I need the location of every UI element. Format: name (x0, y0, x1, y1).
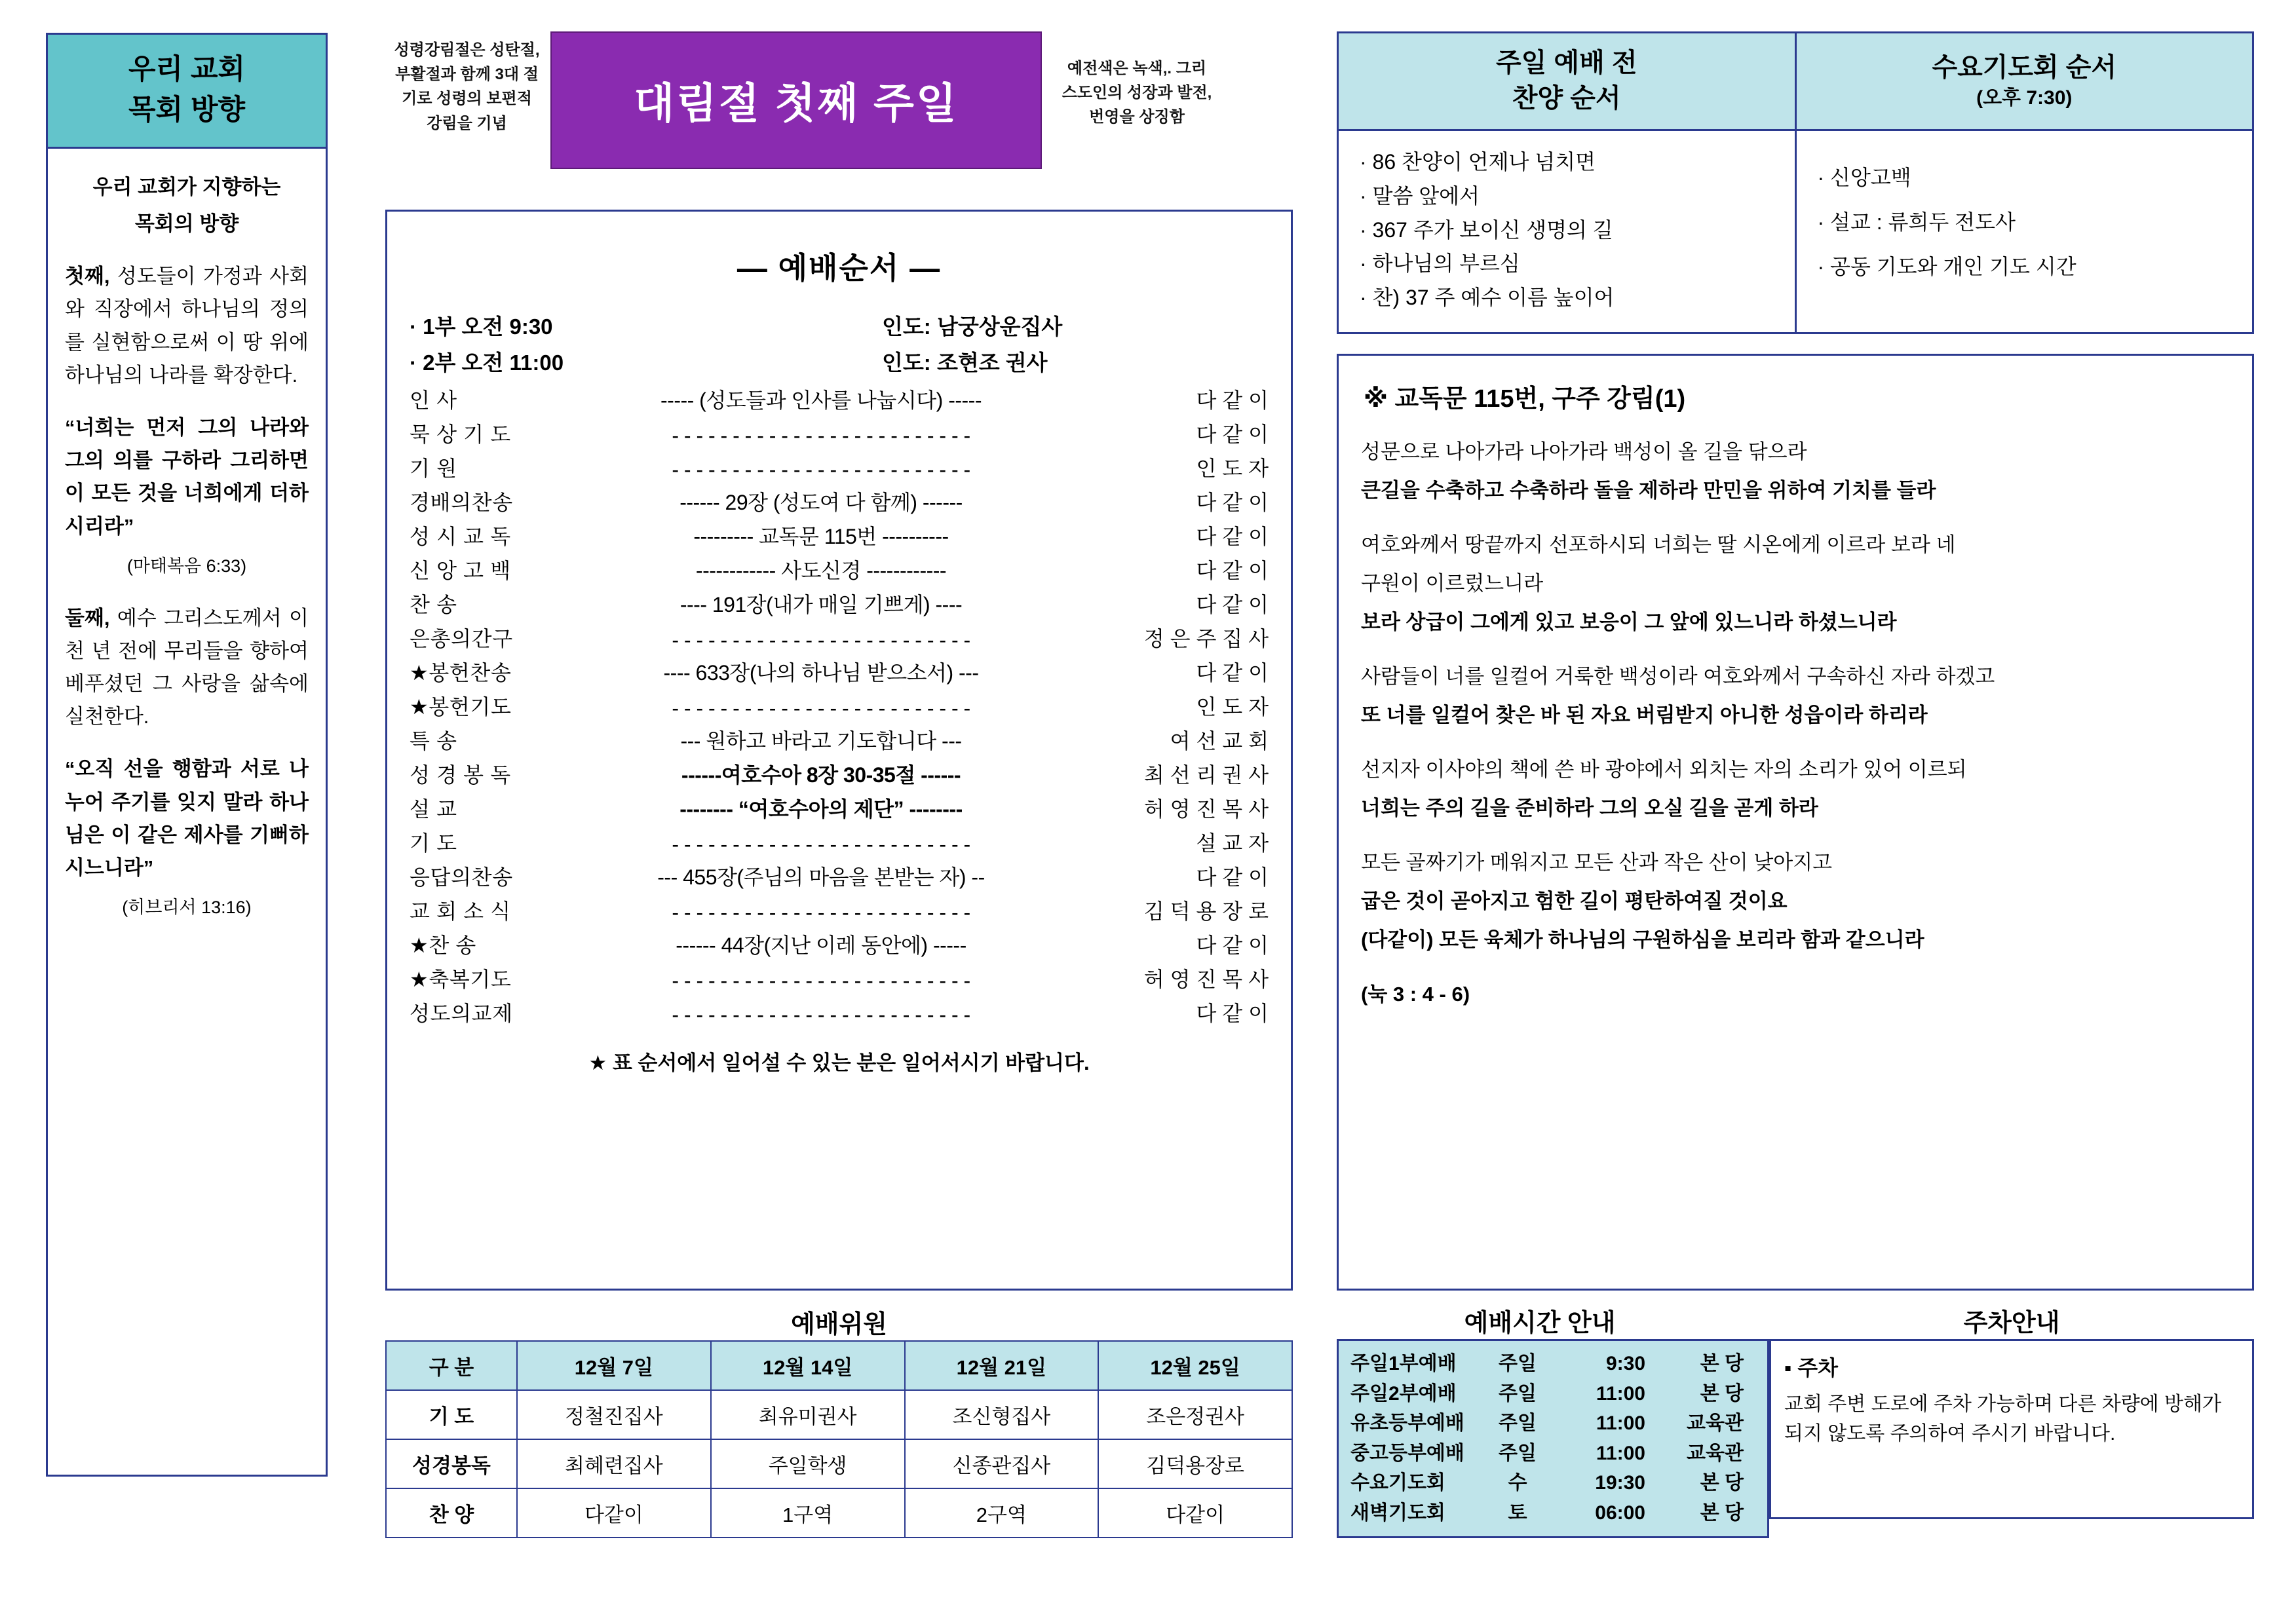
order-row-detail: ----- (성도들과 인사를 나눕시다) ----- (660, 388, 982, 412)
order-row-person: 최 선 리 권 사 (1143, 763, 1269, 787)
order-row (410, 995, 1269, 1029)
order-row-person: 다 같 이 (1196, 934, 1269, 957)
order-row-detail: ------------ 사도신경 ------------ (695, 559, 947, 582)
service-2-time: · 2부 오전 11:00 (410, 350, 564, 375)
pastoral-quote-2: “오직 선을 행함과 서로 나누어 주기를 잊지 말라 하나님은 이 같은 제사를 기뻐하시느니라” (65, 757, 309, 880)
order-row-person: 김 덕 용 장 로 (1143, 899, 1269, 923)
committee-header-cell: 12월 21일 (905, 1341, 1099, 1390)
parking-label: ▪ 주차 (1784, 1356, 1839, 1380)
committee-cell: 주일학생 (711, 1439, 905, 1488)
committee-cell: 1구역 (711, 1488, 905, 1538)
order-row-detail: - - - - - - - - - - - - - - - - - - - - - - - - - (672, 458, 970, 482)
committee-header-cell: 구 분 (386, 1341, 517, 1390)
order-row-person: 다 같 이 (1196, 491, 1269, 514)
order-row (410, 723, 1269, 757)
pastoral-quote-1-ref: (마태복음 6:33) (126, 556, 247, 576)
order-row-detail: - - - - - - - - - - - - - - - - - - - - - - - - - (672, 628, 970, 652)
service-time-row (1350, 1439, 1758, 1469)
order-row-detail: --- 455장(주님의 마음을 본받는 자) -- (657, 865, 985, 889)
committee-header-cell: 12월 7일 (517, 1341, 711, 1390)
pastoral-quote-1: “너희는 먼저 그의 나라와 그의 의를 구하라 그리하면 이 모든 것을 너희에게 더하시리라” (65, 416, 309, 538)
praise-item: · 86 찬양이 언제나 넘치면 (1360, 150, 1596, 174)
worship-committee-table (385, 1340, 1293, 1538)
order-row-name: 묵 상 기 도 (410, 423, 511, 446)
order-row-name: 교 회 소 식 (410, 899, 511, 923)
order-row (410, 484, 1269, 518)
order-row-detail: --------- 교독문 115번 ---------- (693, 525, 949, 548)
pastoral-point-2-label: 둘째, (65, 606, 110, 630)
responsive-reading-line: 성문으로 나아가라 나아가라 백성이 올 길을 닦으라 (1361, 440, 1807, 463)
service-time-name: 새벽기도회 (1350, 1501, 1445, 1524)
season-note-left: 성령강림절은 성탄절, 부활절과 함께 3대 절기로 성령의 보편적 강림을 기념 (394, 41, 540, 132)
order-row (410, 518, 1269, 552)
wednesday-prayer-subtitle: (오후 7:30) (1976, 86, 2073, 109)
order-row-name: 은총의간구 (410, 627, 513, 651)
order-row (410, 961, 1269, 995)
pastoral-intro-line1: 우리 교회가 지향하는 (92, 175, 281, 198)
order-row-person: 다 같 이 (1196, 388, 1269, 412)
order-row-person: 여 선 교 회 (1170, 729, 1269, 753)
order-row (410, 689, 1269, 723)
order-row-detail: - - - - - - - - - - - - - - - - - - - - - - - - - (672, 901, 970, 924)
wednesday-prayer-items (1795, 130, 2253, 333)
order-row-detail: -------- “여호수아의 제단” -------- (679, 797, 963, 821)
service-time-name: 수요기도회 (1350, 1472, 1445, 1494)
order-row-person: 정 은 주 집 사 (1143, 627, 1269, 651)
order-row-detail: - - - - - - - - - - - - - - - - - - - - - - - - - (672, 696, 970, 720)
responsive-reading-line: (다같이) 모든 육체가 하나님의 구원하심을 보리라 함과 같으니라 (1361, 928, 1924, 951)
service-1-leader: 인도: 남궁상운집사 (882, 314, 1063, 339)
wednesday-prayer-title: 수요기도회 순서 (1932, 52, 2117, 82)
parking-text: 교회 주변 도로에 주차 가능하며 다른 차량에 방해가 되지 않도록 주의하여 주시기 바랍니다. (1784, 1393, 2221, 1445)
pastoral-point-1-label: 첫째, (65, 265, 110, 288)
responsive-reading-box (1337, 354, 2254, 1291)
service-time-hour: 19:30 (1595, 1472, 1645, 1494)
order-row (410, 825, 1269, 859)
praise-item: · 찬) 37 주 예수 이름 높이어 (1360, 286, 1615, 310)
order-row-name: 성 경 봉 독 (410, 763, 511, 787)
order-row-name: 인 사 (410, 388, 457, 412)
service-time-hour: 06:00 (1595, 1501, 1645, 1524)
order-row (410, 382, 1269, 416)
pastoral-direction-panel (46, 33, 328, 1477)
order-row-name: ★봉헌찬송 (410, 661, 512, 685)
service-time-name: 주일1부예배 (1350, 1353, 1457, 1374)
parking-box (1769, 1339, 2254, 1519)
order-row-name: 찬 송 (410, 593, 457, 616)
responsive-reading-line: 또 너를 일컬어 찾은 바 된 자요 버림받지 아니한 성읍이라 하리라 (1361, 703, 1928, 727)
service-time-row (1350, 1379, 1758, 1409)
order-row-person: 허 영 진 목 사 (1143, 797, 1269, 821)
committee-row-label: 기 도 (386, 1390, 517, 1439)
responsive-reading-line: 너희는 주의 길을 준비하라 그의 오실 길을 곧게 하라 (1361, 796, 1818, 820)
order-row-person: 다 같 이 (1196, 593, 1269, 616)
order-row-detail: - - - - - - - - - - - - - - - - - - - - - - - - - (672, 1003, 970, 1027)
order-row-name: ★축복기도 (410, 968, 512, 991)
praise-order-items (1338, 130, 1796, 333)
service-time-day: 주일 (1499, 1382, 1537, 1405)
table-row (386, 1439, 1292, 1488)
order-row-name: 기 원 (410, 457, 457, 480)
order-row-person: 인 도 자 (1196, 457, 1269, 480)
order-row (410, 791, 1269, 825)
praise-order-title-2: 찬양 순서 (1512, 84, 1621, 113)
order-row (410, 893, 1269, 927)
order-row (410, 859, 1269, 893)
service-time-place: 본 당 (1700, 1501, 1744, 1524)
bulletin-title: 대림절 첫째 주일 (634, 80, 959, 127)
order-row-name: 응답의찬송 (410, 865, 513, 889)
order-row-person: 다 같 이 (1196, 661, 1269, 685)
service-time-place: 교육관 (1687, 1412, 1744, 1435)
wednesday-item: · 설교 : 류희두 전도사 (1817, 210, 2016, 234)
service-time-day: 토 (1508, 1501, 1527, 1524)
pastoral-direction-header-line1: 우리 교회 (128, 54, 246, 85)
service-time-row (1350, 1408, 1758, 1439)
parking-title: 주차안내 (1963, 1310, 2060, 1337)
service-time-name: 중고등부예배 (1350, 1442, 1464, 1464)
order-row-name: 성도의교제 (410, 1002, 513, 1025)
service-times-title: 예배시간 안내 (1464, 1310, 1616, 1337)
order-row-detail: --- 원하고 바라고 기도합니다 --- (680, 729, 962, 753)
service-time-hour: 11:00 (1596, 1442, 1645, 1464)
order-row-detail: ------여호수아 8장 30-35절 ------ (681, 763, 961, 787)
committee-cell: 다같이 (517, 1488, 711, 1538)
praise-order-header (1338, 33, 1796, 130)
responsive-reading-line: 큰길을 수축하고 수축하라 돌을 제하라 만민을 위하여 기치를 들라 (1361, 478, 1936, 502)
order-row-person: 다 같 이 (1196, 865, 1269, 889)
order-row (410, 757, 1269, 791)
order-row-detail: ---- 191장(내가 매일 기쁘게) ---- (679, 593, 963, 616)
service-2-line (410, 346, 1269, 377)
committee-cell: 김덕용장로 (1098, 1439, 1292, 1488)
responsive-reading-line: 보라 상급이 그에게 있고 보응이 그 앞에 있느니라 하셨느니라 (1361, 610, 1897, 633)
service-time-day: 수 (1508, 1472, 1527, 1494)
service-time-name: 유초등부예배 (1350, 1412, 1464, 1435)
service-time-place: 본 당 (1700, 1382, 1744, 1405)
order-row-person: 허 영 진 목 사 (1143, 968, 1269, 991)
praise-and-wednesday-box (1337, 31, 2254, 334)
praise-item: · 말씀 앞에서 (1360, 183, 1480, 208)
committee-cell: 최혜련집사 (517, 1439, 711, 1488)
pastoral-direction-header (46, 33, 328, 149)
praise-item: · 367 주가 보이신 생명의 길 (1360, 217, 1613, 242)
responsive-reading-line: 선지자 이사야의 책에 쓴 바 광야에서 외치는 자의 소리가 있어 이르되 (1361, 757, 1967, 781)
order-row-person: 다 같 이 (1196, 525, 1269, 548)
praise-order-title-1: 주일 예배 전 (1496, 48, 1637, 77)
pastoral-point-1-text: 성도들이 가정과 사회와 직장에서 하나님의 정의를 실현함으로써 이 땅 위에 하나님의 나라를 확장한다. (65, 265, 309, 387)
order-row-name: 기 도 (410, 831, 457, 855)
bulletin-title-banner (550, 31, 1042, 169)
order-row-detail: - - - - - - - - - - - - - - - - - - - - - - - - - (672, 833, 970, 856)
praise-item: · 하나님의 부르심 (1360, 252, 1520, 276)
order-row (410, 654, 1269, 689)
pastoral-point-2-text: 예수 그리스도께서 이천 년 전에 무리들을 향하여 베푸셨던 그 사랑을 삶속에 실천한다. (65, 606, 309, 728)
order-of-worship-table (410, 382, 1269, 1029)
service-time-hour: 11:00 (1596, 1412, 1645, 1435)
service-time-place: 교육관 (1687, 1442, 1744, 1464)
order-row (410, 450, 1269, 484)
service-time-day: 주일 (1499, 1412, 1537, 1435)
service-time-row (1350, 1468, 1758, 1498)
order-row-name: 설 교 (410, 797, 457, 821)
order-row (410, 552, 1269, 586)
service-times-box (1337, 1339, 1769, 1538)
committee-header-cell: 12월 25일 (1098, 1341, 1292, 1390)
service-time-day: 주일 (1499, 1353, 1537, 1374)
pastoral-direction-header-line2: 목회 방향 (128, 94, 246, 126)
order-row-person: 다 같 이 (1196, 423, 1269, 446)
pastoral-point-2 (65, 602, 309, 734)
wednesday-item: · 공동 기도와 개인 기도 시간 (1817, 254, 2076, 278)
responsive-reading-line: 굽은 것이 곧아지고 험한 길이 평탄하여질 것이요 (1361, 889, 1788, 913)
service-time-name: 주일2부예배 (1350, 1382, 1457, 1405)
responsive-reading-line: 여호와께서 땅끝까지 선포하시되 너희는 딸 시온에게 이르라 보라 네 (1361, 533, 1956, 556)
committee-row-label: 성경봉독 (386, 1439, 517, 1488)
order-row-detail: - - - - - - - - - - - - - - - - - - - - - - - - - (672, 969, 970, 992)
responsive-reading-line: 사람들이 너를 일컬어 거룩한 백성이라 여호와께서 구속하신 자라 하겠고 (1361, 664, 1995, 688)
service-time-place: 본 당 (1700, 1472, 1744, 1494)
committee-cell: 조신형집사 (905, 1390, 1099, 1439)
table-row (386, 1390, 1292, 1439)
service-2-leader: 인도: 조현조 권사 (882, 350, 1048, 375)
service-time-place: 본 당 (1700, 1353, 1744, 1374)
committee-cell: 신종관집사 (905, 1439, 1099, 1488)
order-row-name: 신 앙 고 백 (410, 559, 511, 582)
service-time-hour: 11:00 (1596, 1382, 1645, 1405)
service-time-day: 주일 (1499, 1442, 1537, 1464)
order-row-name: ★찬 송 (410, 934, 476, 957)
service-1-line (410, 310, 1269, 341)
committee-cell: 조은정권사 (1098, 1390, 1292, 1439)
order-row (410, 586, 1269, 620)
order-row-name: ★봉헌기도 (410, 695, 512, 719)
order-row-person: 설 교 자 (1196, 831, 1269, 855)
order-of-worship-box (385, 210, 1293, 1291)
pastoral-point-1 (65, 260, 309, 392)
order-row-name: 경배의찬송 (410, 491, 513, 514)
order-row-person: 인 도 자 (1196, 695, 1269, 719)
committee-cell: 정철진집사 (517, 1390, 711, 1439)
worship-committee-table-wrap (385, 1340, 1293, 1538)
pastoral-intro-line2: 목회의 방향 (134, 212, 239, 235)
order-row-person: 다 같 이 (1196, 559, 1269, 582)
pastoral-quote-2-ref: (히브리서 13:16) (122, 897, 252, 918)
pastoral-direction-body (46, 149, 328, 1477)
order-row (410, 416, 1269, 450)
service-time-row (1350, 1349, 1758, 1379)
season-note-right: 예전색은 녹색,. 그리스도인의 성장과 발전, 번영을 상징함 (1062, 60, 1212, 126)
order-row (410, 927, 1269, 961)
responsive-reading-lines (1361, 436, 2230, 1011)
service-time-hour: 9:30 (1605, 1353, 1645, 1374)
order-row-person: 다 같 이 (1196, 1002, 1269, 1025)
committee-row-label: 찬 양 (386, 1488, 517, 1538)
order-row-detail: ------ 29장 (성도여 다 함께) ------ (679, 491, 963, 514)
committee-cell: 다같이 (1098, 1488, 1292, 1538)
responsive-reading-line: (눅 3 : 4 - 6) (1361, 982, 1470, 1006)
order-row-detail: ---- 633장(나의 하나님 받으소서) --- (663, 661, 979, 685)
worship-committee-title: 예배위원 (791, 1311, 887, 1338)
table-row (386, 1488, 1292, 1538)
praise-wednesday-table (1337, 31, 2254, 334)
committee-cell: 2구역 (905, 1488, 1099, 1538)
order-of-worship-title: — 예배순서 — (737, 251, 942, 285)
order-of-worship-footnote: ★ 표 순서에서 일어설 수 있는 분은 일어서시기 바랍니다. (588, 1051, 1090, 1074)
committee-cell: 최유미권사 (711, 1390, 905, 1439)
order-row-name: 특 송 (410, 729, 457, 753)
order-row-name: 성 시 교 독 (410, 525, 511, 548)
order-row (410, 620, 1269, 654)
order-row-detail: ------ 44장(지난 이레 동안에) ----- (676, 934, 966, 957)
wednesday-prayer-header (1795, 33, 2253, 130)
responsive-reading-line: 구원이 이르렀느니라 (1361, 571, 1544, 595)
wednesday-item: · 신앙고백 (1817, 166, 1911, 189)
responsive-reading-heading: ※ 교독문 115번, 구주 강림(1) (1364, 385, 1686, 413)
responsive-reading-line: 모든 골짜기가 메워지고 모든 산과 작은 산이 낮아지고 (1361, 850, 1833, 874)
committee-header-cell: 12월 14일 (711, 1341, 905, 1390)
order-row-detail: - - - - - - - - - - - - - - - - - - - - - - - - - (672, 424, 970, 447)
service-1-time: · 1부 오전 9:30 (410, 314, 553, 339)
service-time-row (1350, 1498, 1758, 1528)
